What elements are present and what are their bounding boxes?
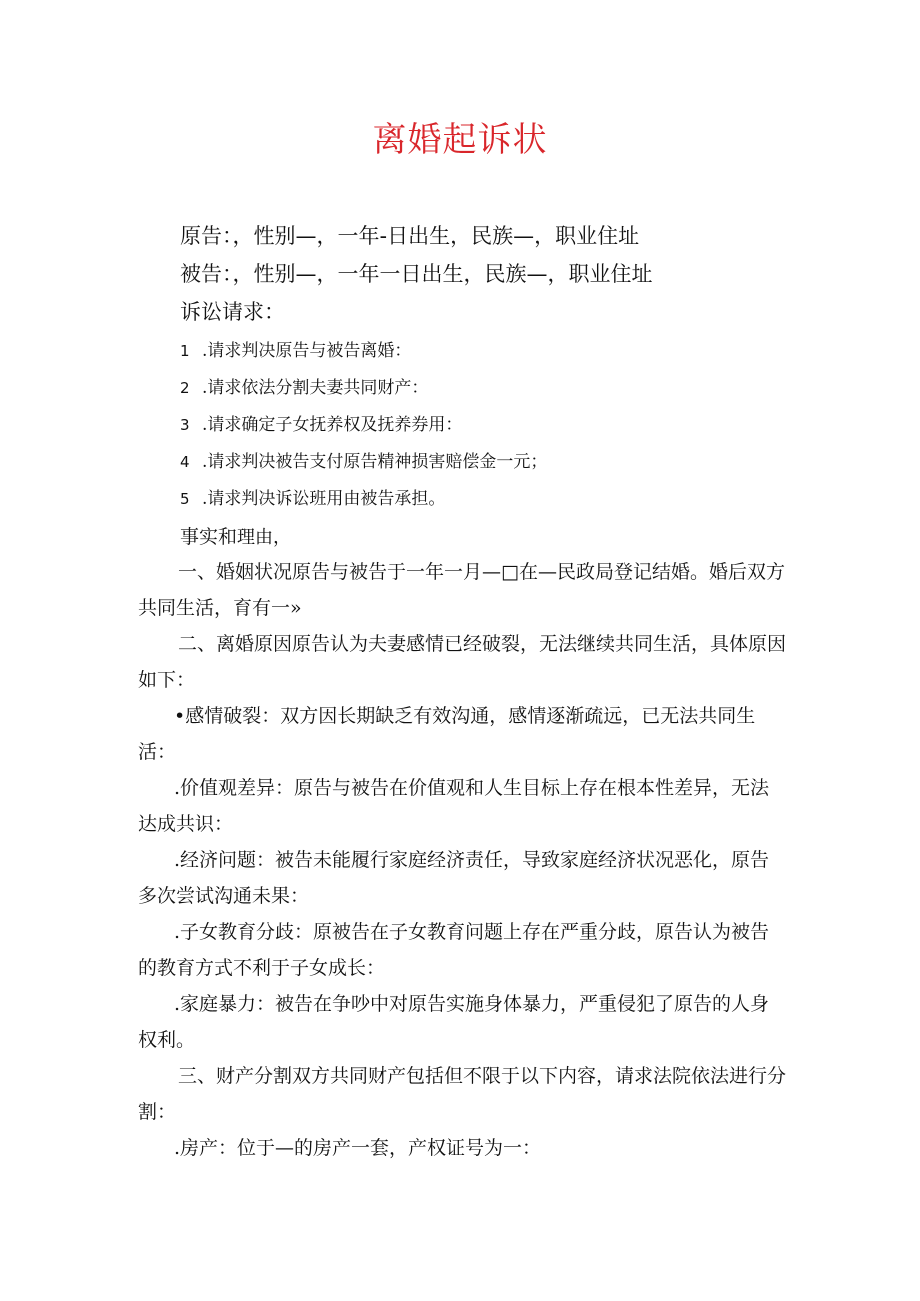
claim-item (180, 410, 462, 435)
claim-text: .请求判决原告与被告离婚： (202, 341, 412, 361)
facts-heading-main: 事实和 (180, 526, 238, 548)
claim-number: 2 (180, 379, 190, 397)
fact-paragraph-education: .子女教育分歧：原被告在子女教育问题上存在严重分歧，原告认为被告的教育方式不利于子女成长： (138, 921, 770, 979)
facts-heading-tail: 理由， (237, 527, 292, 548)
fact-paragraph-values: .价值观差异：原告与被告在价值观和人生目标上存在根本性差异，无法达成共识： (138, 777, 770, 835)
claim-item (180, 447, 547, 472)
claim-item (180, 373, 428, 398)
fact-paragraph-property: 三、财产分割双方共同财产包括但不限于以下内容，请求法院依法进行分割： (138, 1065, 787, 1123)
fact-paragraph-economic: .经济问题：被告未能履行家庭经济责任，导致家庭经济状况恶化，原告多次尝试沟通未果： (138, 849, 770, 907)
fact-paragraph-house: .房产：位于—的房产一套，产权证号为一： (174, 1137, 542, 1159)
claim-number: 1 (180, 342, 190, 360)
claim-text: .请求判决诉讼班用由被告承担。 (202, 489, 446, 509)
claim-number: 4 (180, 453, 190, 471)
fact-paragraph-violence: .家庭暴力：被告在争吵中对原告实施身体暴力，严重侵犯了原告的人身权利。 (138, 993, 770, 1051)
fact-paragraph-divorce-reason: 二、离婚原因原告认为夫妻感情已经破裂，无法继续共同生活，具体原因如下： (138, 633, 787, 691)
document-title: 离婚起诉状 (372, 120, 548, 160)
claim-text: .请求确定子女抚养权及抚养券用： (202, 415, 463, 435)
claim-item (180, 336, 411, 361)
fact-paragraph-marriage: 一、婚姻状况原告与被告于一年一月—□在—民政局登记结婚。婚后双方共同生活，育有一» (138, 561, 785, 619)
plaintiff-line: 原告：，性别—，一年-日出生，民族—，职业住址 (180, 224, 640, 248)
claim-number: 5 (180, 490, 190, 508)
claim-item (180, 484, 445, 509)
claims-heading: 诉讼请求： (180, 300, 285, 324)
claim-number: 3 (180, 416, 190, 434)
claim-text: .请求依法分割夫妻共同财产： (202, 378, 429, 398)
claim-text: .请求判决被告支付原告精神损害赔偿金一元； (202, 452, 548, 472)
defendant-line: 被告：，性别—，一年一日出生，民族—，职业住址 (180, 262, 653, 286)
facts-heading (180, 522, 291, 549)
fact-paragraph-emotional-breakdown: •感情破裂：双方因长期缺乏有效沟通，感情逐渐疏远，已无法共同生活： (138, 705, 756, 763)
